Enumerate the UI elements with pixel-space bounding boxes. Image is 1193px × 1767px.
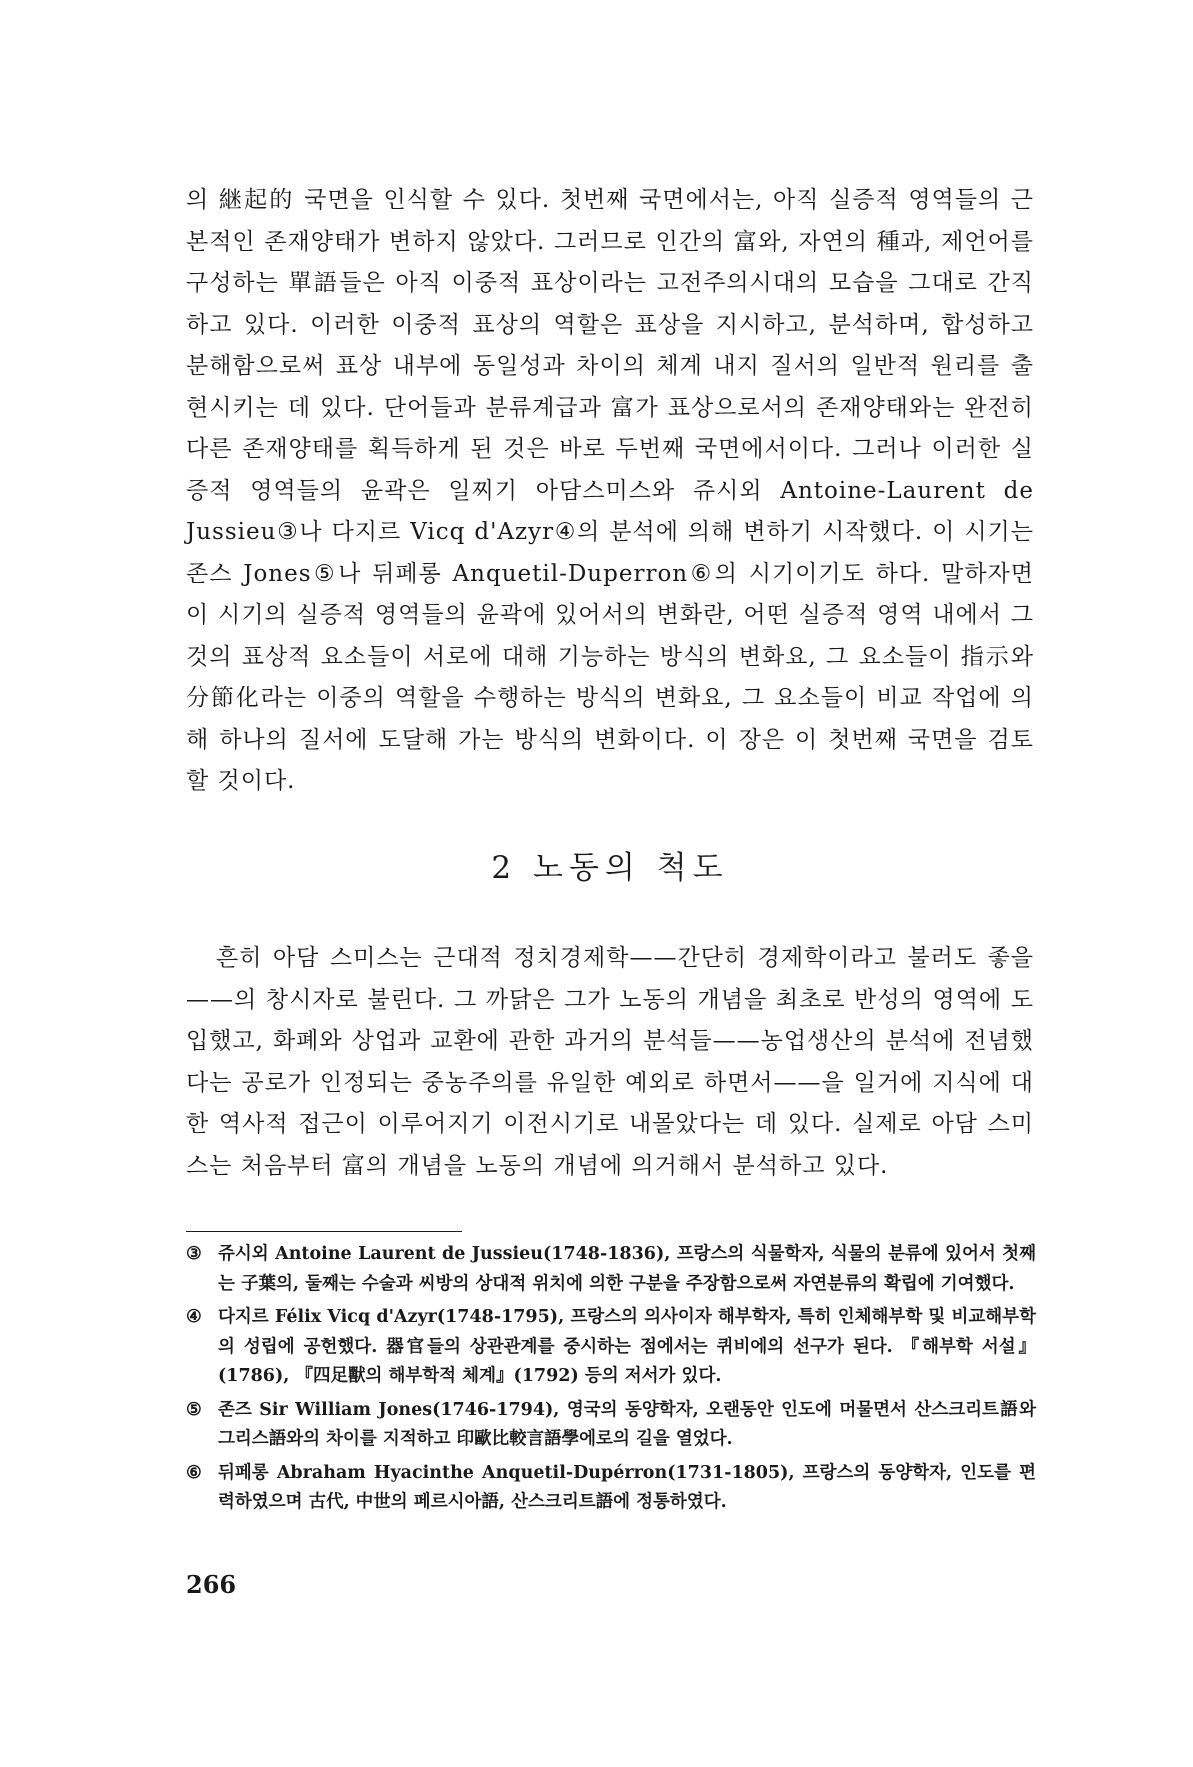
footnote-text: 다지르 Félix Vicq d'Azyr(1748-1795), 프랑스의 의사이자 해부학자, 특히 인체해부학 및 비교해부학의 성립에 공헌했다. 器官들의 상관관계를 중시하는 점에서는 퀴비에의 선구가 된다. 『해부학 서설』(1786), 『四足獸의 해부학적 체계』(1792) 등의 저서가 있다. [218, 1307, 1036, 1386]
footnote-marker: ⑥ [186, 1462, 202, 1483]
footnote-marker: ④ [186, 1307, 202, 1327]
body-paragraph: 의 継起的 국면을 인식할 수 있다. 첫번째 국면에서는, 아직 실증적 영역들의 근본적인 존재양태가 변하지 않았다. 그러므로 인간의 富와, 자연의 種과, 제언어를 구성하는 單語들은 아직 이중적 표상이라는 고전주의시대의 모습을 그대로 간직하고 있다. 이러한 이중적 표상의 역할은 표상을 지시하고, 분석하며, 합성하고 분해함으로써 표상 내부에 동일성과 차이의 체계 내지 질서의 일반적 원리를 출현시키는 데 있다. 단어들과 분류계급과 富가 표상으로서의 존재양태와는 완전히 다른 존재양태를 획득하게 된 것은 바로 두번째 국면에서이다. 그러나 이러한 실증적 영역들의 윤곽은 일찌기 아담스미스와 쥬시외 Antoine-Laurent de Jussieu③나 다지르 Vicq d'Azyr④의 분석에 의해 변하기 시작했다. 이 시기는 존스 Jones⑤나 뒤페롱 Anquetil-Duperron⑥의 시기이기도 하다. 말하자면 이 시기의 실증적 영역들의 윤곽에 있어서의 변화란, 어떤 실증적 영역 내에서 그것의 표상적 요소들이 서로에 대해 기능하는 방식의 변화요, 그 요소들이 指示와 分節化라는 이중의 역할을 수행하는 방식의 변화요, 그 요소들이 비교 작업에 의해 하나의 질서에 도달해 가는 방식의 변화이다. 이 장은 이 첫번째 국면을 검토할 것이다. [186, 187, 1034, 794]
footnote-text: 뒤페롱 Abraham Hyacinthe Anquetil-Dupérron(1731-1805), 프랑스의 동양학자, 인도를 편력하였으며 古代, 中世의 페르시아語, 산스크리트語에 정통하였다. [218, 1462, 1036, 1512]
section-heading: 2 노동의 척도 [491, 850, 729, 886]
footnote-item [186, 1459, 1036, 1518]
page-number: 266 [186, 1570, 237, 1599]
footnote-text: 쥬시외 Antoine Laurent de Jussieu(1748-1836), 프랑스의 식물학자, 식물의 분류에 있어서 첫째는 子葉의, 둘째는 수술과 씨방의 상대적 위치에 의한 구분을 주장함으로써 자연분류의 확립에 기여했다. [218, 1244, 1036, 1294]
footnote-text: 존즈 Sir William Jones(1746-1794), 영국의 동양학자, 오랜동안 인도에 머물면서 산스크리트語와 그리스語와의 차이를 지적하고 印歐比較言語學에로의 길을 열었다. [218, 1399, 1036, 1449]
footnote-item [186, 1240, 1036, 1299]
body-paragraph: 흔히 아담 스미스는 근대적 정치경제학——간단히 경제학이라고 불러도 좋을——의 창시자로 불린다. 그 까닭은 그가 노동의 개념을 최초로 반성의 영역에 도입했고, 화폐와 상업과 교환에 관한 과거의 분석들——농업생산의 분석에 전념했다는 공로가 인정되는 중농주의를 유일한 예외로 하면서——을 일거에 지식에 대한 역사적 접근이 이루어지기 이전시기로 내몰았다는 데 있다. 실제로 아담 스미스는 처음부터 富의 개념을 노동의 개념에 의거해서 분석하고 있다. [186, 945, 1034, 1179]
footnote-item [186, 1396, 1036, 1455]
footnote-divider [186, 1231, 462, 1232]
footnote-marker: ③ [186, 1244, 202, 1264]
footnote-marker: ⑤ [186, 1399, 202, 1420]
footnote-list [186, 1240, 1036, 1522]
footnote-item [186, 1303, 1036, 1392]
